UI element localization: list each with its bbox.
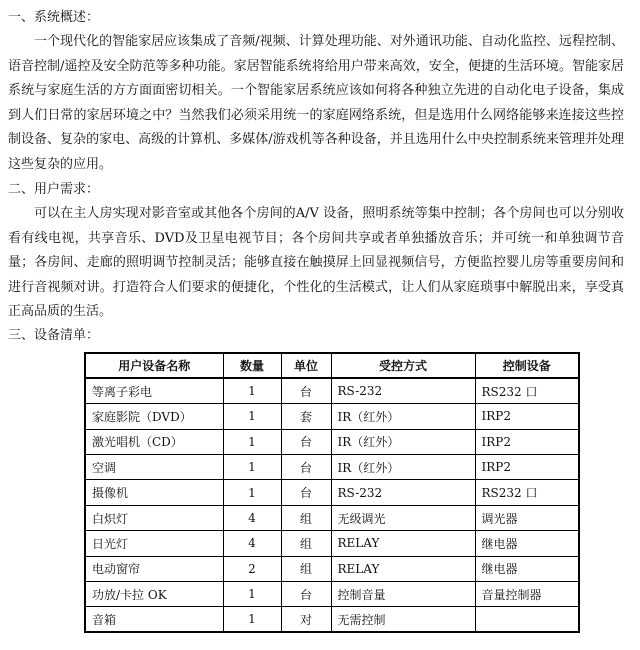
cell-control-method: RELAY [331, 556, 475, 581]
table-row [85, 582, 579, 607]
section2-heading: 二、用户需求： [8, 182, 100, 197]
cell-unit: 组 [281, 556, 331, 581]
cell-control-device: RS232 口 [475, 480, 579, 505]
cell-control-method: IR（红外） [331, 404, 475, 429]
cell-control-method: RELAY [331, 531, 475, 556]
section1-heading: 一、系统概述： [8, 10, 100, 25]
cell-device-name: 日光灯 [85, 531, 223, 556]
cell-quantity: 1 [223, 378, 281, 403]
cell-control-device: RS232 口 [475, 378, 579, 403]
cell-unit: 台 [281, 582, 331, 607]
cell-unit: 对 [281, 607, 331, 632]
cell-control-device: 音量控制器 [475, 582, 579, 607]
header-device-name: 用户设备名称 [85, 353, 223, 378]
cell-device-name: 等离子彩电 [85, 378, 223, 403]
cell-device-name: 家庭影院（DVD） [85, 404, 223, 429]
header-control-method: 受控方式 [331, 353, 475, 378]
cell-unit: 组 [281, 531, 331, 556]
cell-unit: 套 [281, 404, 331, 429]
header-unit: 单位 [281, 353, 331, 378]
section1-paragraph-text: 一个现代化的智能家居应该集成了音频/视频、计算处理功能、对外通讯功能、自动化监控、远程控制、语音控制/遥控及安全防范等多种功能。家居智能系统将给用户带来高效，安全，便捷的生活环境。智能家居系统与家庭生活的方方面面密切相关。一个智能家居系统应该如何将各种独立先进的自动化电子设备，集成到人们日常的家居环境之中？当然我们必须采用统一的家庭网络系统，但是选用什么网络能够来连接这些控制设备、复杂的家电、高级的计算机、多媒体/游戏机等各种设备，并且选用什么中央控制系统来管理并处理这些复杂的应用。 [8, 34, 624, 172]
cell-control-device [475, 607, 579, 632]
cell-device-name: 空调 [85, 455, 223, 480]
section2-paragraph-text: 可以在主人房实现对影音室或其他各个房间的A/V 设备，照明系统等集中控制；各个房间也可以分别收看有线电视，共享音乐、DVD及卫星电视节目；各个房间共享或者单独播放音乐；并可统一和单独调节音量；各房间、走廊的照明调节控制灵活；能够直接在触摸屏上回显视频信号，方便监控婴儿房等重要房间和进行音视频对讲。打造符合人们要求的便捷化，个性化的生活模式，让人们从家庭琐事中解脱出来，享受真正高品质的生活。 [8, 206, 624, 320]
cell-device-name: 电动窗帘 [85, 556, 223, 581]
cell-control-method: 无级调光 [331, 505, 475, 530]
cell-quantity: 1 [223, 455, 281, 480]
section3-heading: 三、设备清单： [8, 328, 100, 343]
table-row [85, 531, 579, 556]
table-row [85, 556, 579, 581]
table-row [85, 378, 579, 403]
cell-unit: 台 [281, 480, 331, 505]
cell-control-device: IRP2 [475, 455, 579, 480]
table-row [85, 429, 579, 454]
cell-control-method: 控制音量 [331, 582, 475, 607]
cell-unit: 台 [281, 378, 331, 403]
cell-device-name: 音箱 [85, 607, 223, 632]
cell-device-name: 激光唱机（CD） [85, 429, 223, 454]
cell-quantity: 1 [223, 582, 281, 607]
header-control-device: 控制设备 [475, 353, 579, 378]
cell-control-method: RS-232 [331, 378, 475, 403]
cell-quantity: 1 [223, 404, 281, 429]
cell-quantity: 1 [223, 480, 281, 505]
cell-quantity: 4 [223, 505, 281, 530]
cell-unit: 台 [281, 455, 331, 480]
cell-unit: 组 [281, 505, 331, 530]
cell-device-name: 白炽灯 [85, 505, 223, 530]
table-row [85, 505, 579, 530]
header-quantity: 数量 [223, 353, 281, 378]
cell-control-device: IRP2 [475, 429, 579, 454]
cell-device-name: 摄像机 [85, 480, 223, 505]
table-header-row [85, 353, 579, 378]
cell-control-method: 无需控制 [331, 607, 475, 632]
cell-quantity: 4 [223, 531, 281, 556]
section2-paragraph [8, 202, 624, 325]
cell-control-method: RS-232 [331, 480, 475, 505]
cell-control-device: 继电器 [475, 556, 579, 581]
cell-device-name: 功放/卡拉 OK [85, 582, 223, 607]
cell-unit: 台 [281, 429, 331, 454]
equipment-table [84, 352, 580, 633]
cell-control-device: 继电器 [475, 531, 579, 556]
cell-control-method: IR（红外） [331, 429, 475, 454]
cell-control-device: IRP2 [475, 404, 579, 429]
cell-quantity: 1 [223, 607, 281, 632]
cell-control-device: 调光器 [475, 505, 579, 530]
table-row [85, 404, 579, 429]
cell-control-method: IR（红外） [331, 455, 475, 480]
section1-paragraph [8, 30, 624, 178]
table-row [85, 607, 579, 632]
cell-quantity: 2 [223, 556, 281, 581]
table-row [85, 455, 579, 480]
table-row [85, 480, 579, 505]
cell-quantity: 1 [223, 429, 281, 454]
